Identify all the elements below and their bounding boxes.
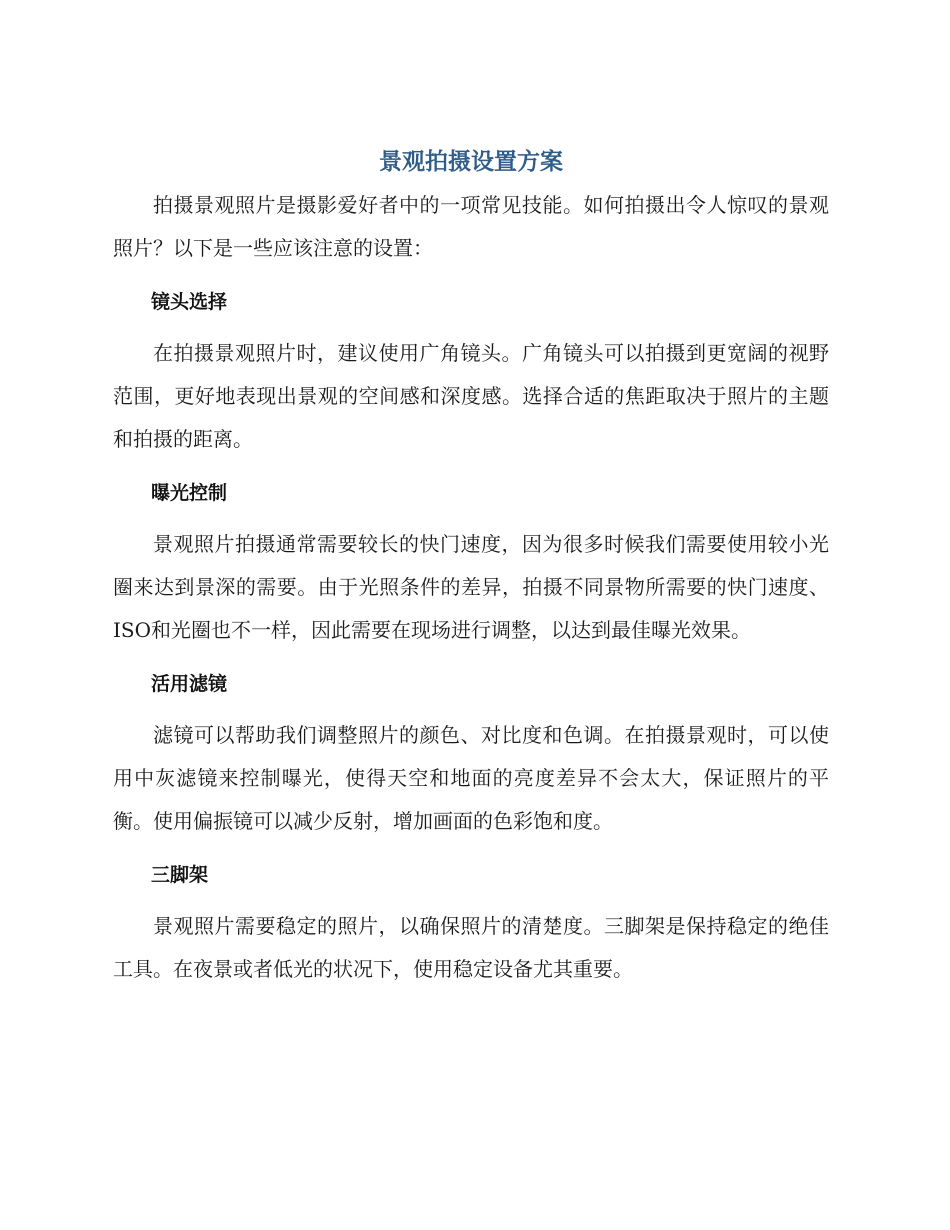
- section-body-lens: 在拍摄景观照片时，建议使用广角镜头。广角镜头可以拍摄到更宽阔的视野范围，更好地表现出景观的空间感和深度感。选择合适的焦距取决于照片的主题和拍摄的距离。: [113, 341, 829, 451]
- section-heading-tripod: 三脚架: [151, 864, 209, 886]
- document-body: [113, 140, 829, 991]
- intro-paragraph: 拍摄景观照片是摄影爱好者中的一项常见技能。如何拍摄出令人惊叹的景观照片？以下是一些应该注意的设置：: [113, 193, 829, 260]
- section-body-filters: 滤镜可以帮助我们调整照片的颜色、对比度和色调。在拍摄景观时，可以使用中灰滤镜来控制曝光，使得天空和地面的亮度差异不会太大，保证照片的平衡。使用偏振镜可以减少反射，增加画面的色彩饱和度。: [113, 723, 829, 833]
- section-heading-filters: 活用滤镜: [151, 673, 228, 695]
- document-title: 景观拍摄设置方案: [379, 149, 563, 175]
- section-body-exposure: 景观照片拍摄通常需要较长的快门速度，因为很多时候我们需要使用较小光圈来达到景深的需要。由于光照条件的差异，拍摄不同景物所需要的快门速度、ISO和光圈也不一样，因此需要在现场进行调整，以达到最佳曝光效果。: [113, 532, 829, 642]
- section-heading-lens: 镜头选择: [151, 291, 228, 313]
- section-heading-exposure: 曝光控制: [151, 482, 228, 504]
- section-body-tripod: 景观照片需要稳定的照片，以确保照片的清楚度。三脚架是保持稳定的绝佳工具。在夜景或者低光的状况下，使用稳定设备尤其重要。: [113, 914, 829, 981]
